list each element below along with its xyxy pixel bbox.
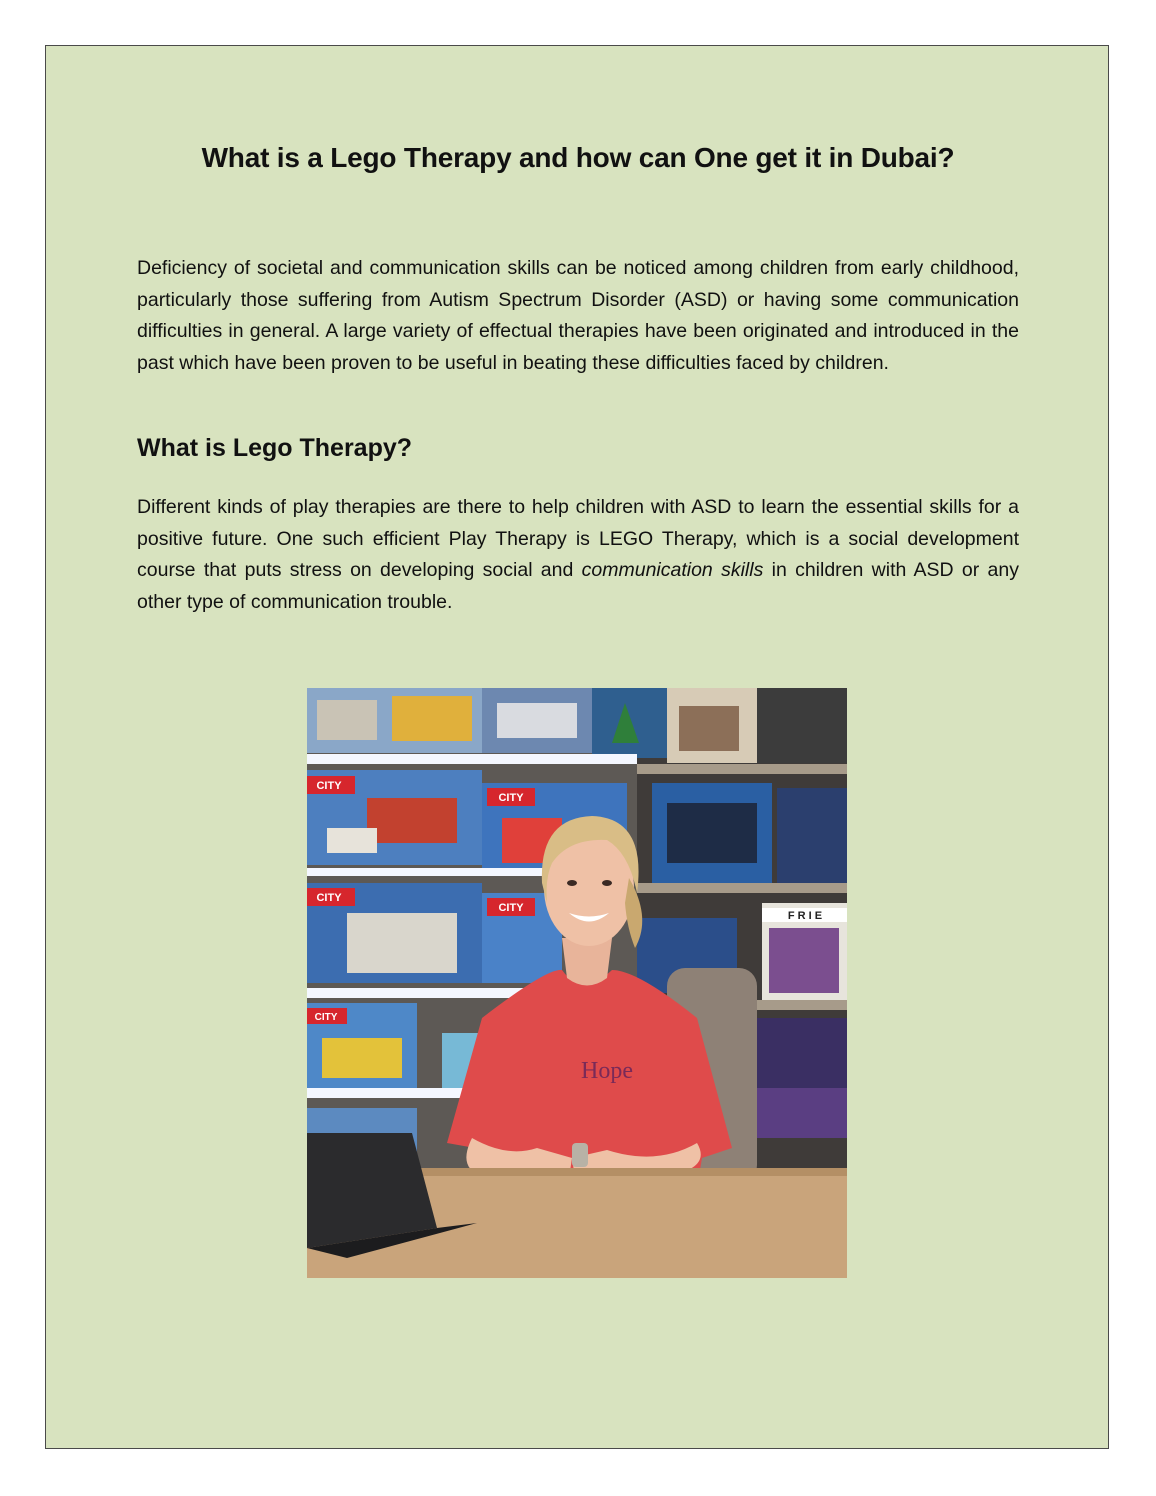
section-paragraph (137, 492, 1019, 619)
section-paragraph-text-1: Different kinds of play therapies are there to help children with ASD to learn the essential skills for a positive future. One such efficient Play Therapy is LEGO Therapy, which is a social development course that puts stress on developing social and (137, 496, 1019, 582)
document-page (45, 45, 1109, 1449)
shelf-brand-label: F R I E (787, 910, 823, 922)
shirt-logo-text: Hope (581, 1058, 633, 1084)
section-heading: What is Lego Therapy? (137, 434, 413, 462)
lego-box-label: CITY (314, 1012, 338, 1023)
therapist-photo (307, 688, 847, 1278)
section-paragraph-emphasis: communication skills (581, 559, 764, 582)
lego-box-label: CITY (498, 792, 524, 804)
document-title: What is a Lego Therapy and how can One get it in Dubai? (201, 142, 955, 173)
lego-box-label: CITY (316, 892, 342, 904)
section-paragraph-text-2: in children with ASD or any other type of communication trouble. (137, 559, 1019, 614)
lego-box-label: CITY (316, 780, 342, 792)
intro-paragraph: Deficiency of societal and communication skills can be noticed among children from early childhood, particularly those suffering from Autism Spectrum Disorder (ASD) or having some communication difficulties in general. A large variety of effectual therapies have been originated and introduced in the past which have been proven to be useful in beating these difficulties faced by children. (137, 257, 1019, 375)
lego-box-label: CITY (498, 902, 524, 914)
